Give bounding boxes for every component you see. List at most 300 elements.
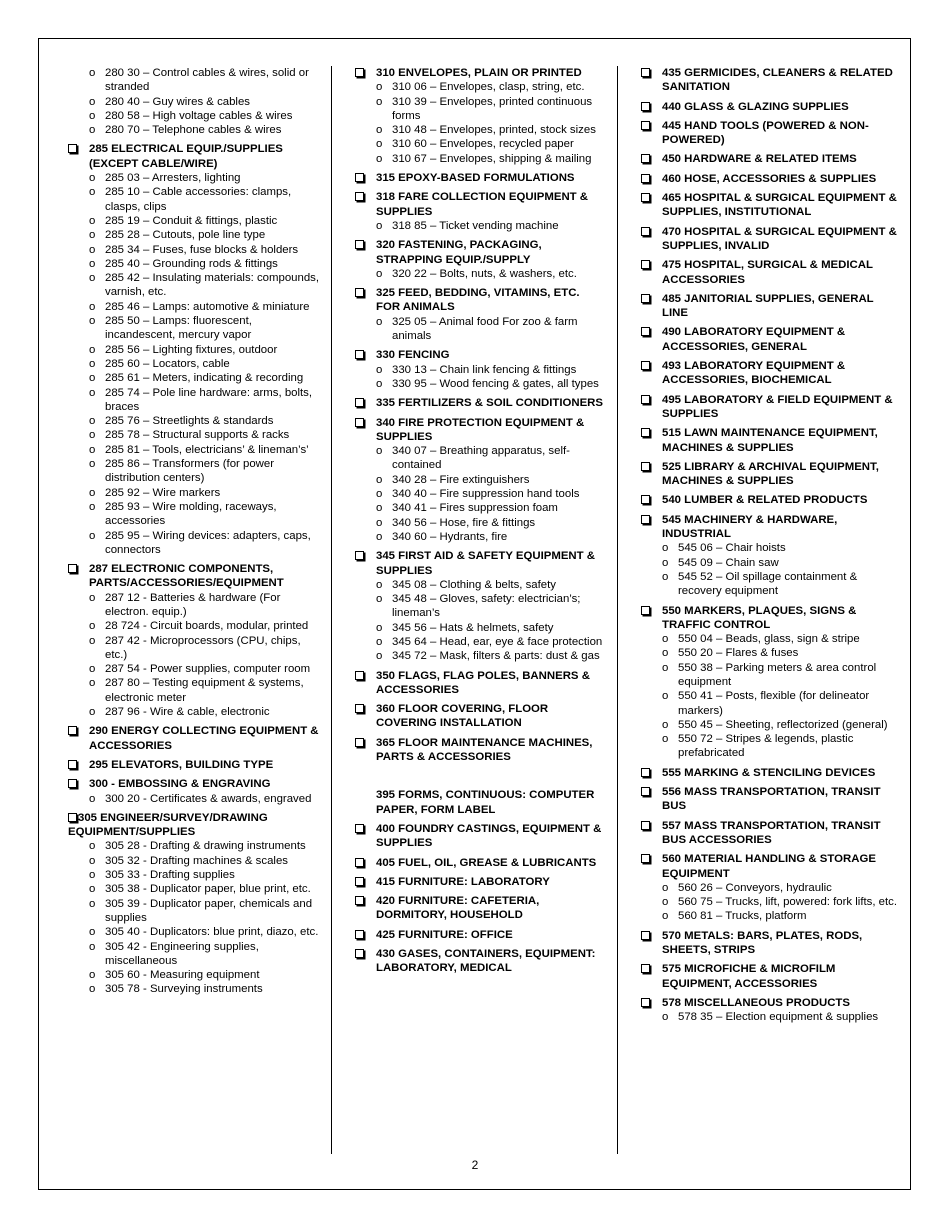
category-heading bbox=[355, 171, 605, 185]
category-title: 335 FERTILIZERS & SOIL CONDITIONERS bbox=[376, 397, 604, 410]
subcategory-label: 305 33 - Drafting supplies bbox=[105, 869, 235, 882]
subcategory-label: 305 78 - Surveying instruments bbox=[105, 983, 263, 996]
checkbox-square-icon bbox=[355, 288, 364, 297]
subcategory-item bbox=[68, 662, 324, 676]
subcategory-label: 305 60 - Measuring equipment bbox=[105, 969, 260, 982]
subcategory-item bbox=[355, 137, 605, 151]
hollow-bullet-icon: o bbox=[376, 635, 383, 648]
category-title: 320 FASTENING, PACKAGING, STRAPPING EQUIP./SUPPLY bbox=[376, 239, 542, 266]
subcategory-list bbox=[641, 541, 899, 598]
subcategory-item bbox=[68, 705, 324, 719]
category-heading bbox=[355, 549, 605, 578]
checkbox-square-icon bbox=[641, 102, 650, 111]
subcategory-label: 310 39 – Envelopes, printed continuous forms bbox=[392, 95, 593, 122]
checkbox-square-icon bbox=[355, 858, 364, 867]
category-title: 285 ELECTRICAL EQUIP./SUPPLIES (EXCEPT CABLE/WIRE) bbox=[89, 143, 283, 170]
category-title: 350 FLAGS, FLAG POLES, BANNERS & ACCESSORIES bbox=[376, 669, 590, 696]
hollow-bullet-icon: o bbox=[376, 124, 383, 137]
subcategory-label: 330 13 – Chain link fencing & fittings bbox=[392, 363, 577, 376]
hollow-bullet-icon: o bbox=[89, 620, 96, 633]
hollow-bullet-icon: o bbox=[89, 95, 96, 108]
subcategory-item bbox=[68, 443, 324, 457]
category-title: 450 HARDWARE & RELATED ITEMS bbox=[662, 153, 857, 166]
hollow-bullet-icon: o bbox=[376, 473, 383, 486]
subcategory-label: 340 41 – Fires suppression foam bbox=[392, 502, 558, 515]
hollow-bullet-icon: o bbox=[89, 500, 96, 513]
hollow-bullet-icon: o bbox=[89, 458, 96, 471]
subcategory-item bbox=[355, 473, 605, 487]
subcategory-label: 285 74 – Pole line hardware: arms, bolts, braces bbox=[105, 386, 313, 413]
category-heading bbox=[641, 325, 899, 354]
category-heading bbox=[355, 822, 605, 851]
hollow-bullet-icon: o bbox=[89, 663, 96, 676]
subcategory-item bbox=[641, 632, 899, 646]
subcategory-item bbox=[355, 578, 605, 592]
hollow-bullet-icon: o bbox=[376, 445, 383, 458]
subcategory-label: 285 60 – Locators, cable bbox=[105, 357, 230, 370]
category-heading bbox=[641, 258, 899, 287]
checkbox-square-icon bbox=[641, 495, 650, 504]
column-2 bbox=[355, 66, 605, 976]
category-title: 440 GLASS & GLAZING SUPPLIES bbox=[662, 100, 849, 113]
category-heading bbox=[641, 852, 899, 881]
subcategory-label: 550 41 – Posts, flexible (for delineator markers) bbox=[678, 690, 870, 717]
subcategory-item bbox=[641, 570, 899, 599]
subcategory-item bbox=[68, 95, 324, 109]
checkbox-square-icon bbox=[355, 418, 364, 427]
subcategory-item bbox=[355, 592, 605, 621]
hollow-bullet-icon: o bbox=[89, 897, 96, 910]
subcategory-item bbox=[641, 881, 899, 895]
hollow-bullet-icon: o bbox=[89, 357, 96, 370]
subcategory-item bbox=[68, 619, 324, 633]
hollow-bullet-icon: o bbox=[376, 530, 383, 543]
category-heading bbox=[68, 777, 324, 791]
subcategory-label: 550 72 – Stripes & legends, plastic prefabricated bbox=[678, 733, 854, 760]
subcategory-item bbox=[68, 634, 324, 663]
checkbox-square-icon bbox=[355, 551, 364, 560]
subcategory-item bbox=[641, 689, 899, 718]
category-title: 295 ELEVATORS, BUILDING TYPE bbox=[89, 758, 274, 771]
checkbox-square-icon bbox=[641, 260, 650, 269]
subcategory-item bbox=[355, 530, 605, 544]
subcategory-item bbox=[68, 185, 324, 214]
category-heading bbox=[641, 191, 899, 220]
category-title: 330 FENCING bbox=[376, 349, 450, 362]
category-title: 318 FARE COLLECTION EQUIPMENT & SUPPLIES bbox=[376, 191, 589, 218]
subcategory-label: 280 70 – Telephone cables & wires bbox=[105, 124, 282, 137]
subcategory-list bbox=[355, 315, 605, 344]
hollow-bullet-icon: o bbox=[89, 243, 96, 256]
subcategory-item bbox=[68, 386, 324, 415]
category-heading bbox=[641, 604, 899, 633]
category-heading bbox=[68, 758, 324, 772]
category-heading bbox=[355, 669, 605, 698]
subcategory-label: 287 54 - Power supplies, computer room bbox=[105, 663, 311, 676]
category-title: 430 GASES, CONTAINERS, EQUIPMENT: LABORATORY, MEDICAL bbox=[376, 948, 596, 975]
subcategory-item bbox=[355, 516, 605, 530]
subcategory-label: 340 56 – Hose, fire & fittings bbox=[392, 516, 536, 529]
subcategory-item bbox=[68, 357, 324, 371]
checkbox-square-icon bbox=[641, 964, 650, 973]
subcategory-item bbox=[641, 1010, 899, 1024]
subcategory-label: 578 35 – Election equipment & supplies bbox=[678, 1011, 879, 1024]
hollow-bullet-icon: o bbox=[89, 124, 96, 137]
category-heading bbox=[355, 348, 605, 362]
hollow-bullet-icon: o bbox=[89, 591, 96, 604]
subcategory-label: 285 03 – Arresters, lighting bbox=[105, 172, 241, 185]
hollow-bullet-icon: o bbox=[89, 869, 96, 882]
checkbox-square-icon bbox=[641, 462, 650, 471]
subcategory-item bbox=[355, 152, 605, 166]
category-title: 325 FEED, BEDDING, VITAMINS, ETC. FOR ANIMALS bbox=[376, 287, 580, 314]
checkbox-square-icon bbox=[641, 154, 650, 163]
hollow-bullet-icon: o bbox=[662, 881, 669, 894]
subcategory-list bbox=[641, 881, 899, 924]
category-heading bbox=[355, 947, 605, 976]
hollow-bullet-icon: o bbox=[376, 377, 383, 390]
checkbox-square-icon bbox=[641, 821, 650, 830]
subcategory-label: 285 56 – Lighting fixtures, outdoor bbox=[105, 343, 278, 356]
category-title: 425 FURNITURE: OFFICE bbox=[376, 928, 513, 941]
hollow-bullet-icon: o bbox=[89, 677, 96, 690]
subcategory-item bbox=[641, 895, 899, 909]
subcategory-label: 285 86 – Transformers (for power distribution centers) bbox=[105, 458, 275, 485]
category-heading bbox=[355, 856, 605, 870]
hollow-bullet-icon: o bbox=[89, 529, 96, 542]
hollow-bullet-icon: o bbox=[662, 633, 669, 646]
subcategory-label: 345 56 – Hats & helmets, safety bbox=[392, 621, 554, 634]
hollow-bullet-icon: o bbox=[662, 910, 669, 923]
checkbox-square-icon bbox=[641, 327, 650, 336]
subcategory-item bbox=[68, 343, 324, 357]
subcategory-item bbox=[68, 228, 324, 242]
checkbox-square-icon bbox=[641, 606, 650, 615]
category-title: 557 MASS TRANSPORTATION, TRANSIT BUS ACCESSORIES bbox=[662, 819, 881, 846]
subcategory-label: 285 19 – Conduit & fittings, plastic bbox=[105, 214, 278, 227]
category-title: 310 ENVELOPES, PLAIN OR PRINTED bbox=[376, 67, 582, 79]
page-number: 2 bbox=[471, 1158, 479, 1172]
subcategory-item bbox=[68, 257, 324, 271]
subcategory-item bbox=[355, 487, 605, 501]
category-heading bbox=[641, 66, 899, 95]
subcategory-label: 340 28 – Fire extinguishers bbox=[392, 473, 530, 486]
subcategory-item bbox=[355, 80, 605, 94]
hollow-bullet-icon: o bbox=[376, 502, 383, 515]
subcategory-label: 550 20 – Flares & fuses bbox=[678, 647, 799, 660]
checkbox-square-icon bbox=[68, 726, 77, 735]
subcategory-label: 318 85 – Ticket vending machine bbox=[392, 219, 559, 232]
subcategory-list bbox=[68, 171, 324, 557]
category-heading bbox=[641, 152, 899, 166]
subcategory-item bbox=[68, 897, 324, 926]
hollow-bullet-icon: o bbox=[662, 690, 669, 703]
hollow-bullet-icon: o bbox=[662, 570, 669, 583]
subcategory-item bbox=[355, 123, 605, 137]
category-heading bbox=[355, 875, 605, 889]
column-1 bbox=[68, 66, 324, 997]
category-heading bbox=[641, 225, 899, 254]
hollow-bullet-icon: o bbox=[376, 650, 383, 663]
subcategory-label: 285 46 – Lamps: automotive & miniature bbox=[105, 300, 310, 313]
hollow-bullet-icon: o bbox=[376, 593, 383, 606]
category-title: 300 - EMBOSSING & ENGRAVING bbox=[89, 778, 271, 791]
category-heading bbox=[641, 426, 899, 455]
checkbox-square-icon bbox=[641, 121, 650, 130]
category-title: 560 MATERIAL HANDLING & STORAGE EQUIPMENT bbox=[662, 853, 876, 880]
checkbox-square-icon bbox=[355, 738, 364, 747]
subcategory-label: 285 34 – Fuses, fuse blocks & holders bbox=[105, 243, 299, 256]
subcategory-item bbox=[68, 371, 324, 385]
checkbox-square-icon bbox=[641, 787, 650, 796]
hollow-bullet-icon: o bbox=[89, 343, 96, 356]
hollow-bullet-icon: o bbox=[376, 363, 383, 376]
checkbox-square-icon bbox=[641, 428, 650, 437]
subcategory-label: 285 78 – Structural supports & racks bbox=[105, 429, 290, 442]
subcategory-label: 280 58 – High voltage cables & wires bbox=[105, 109, 293, 122]
hollow-bullet-icon: o bbox=[662, 896, 669, 909]
category-heading bbox=[355, 286, 605, 315]
hollow-bullet-icon: o bbox=[89, 854, 96, 867]
category-title: 465 HOSPITAL & SURGICAL EQUIPMENT & SUPPLIES, INSTITUTIONAL bbox=[662, 192, 897, 219]
subcategory-item bbox=[641, 541, 899, 555]
hollow-bullet-icon: o bbox=[89, 67, 96, 79]
category-heading bbox=[355, 736, 605, 765]
subcategory-label: 545 09 – Chain saw bbox=[678, 556, 779, 569]
subcategory-label: 325 05 – Animal food For zoo & farm animals bbox=[392, 315, 578, 343]
hollow-bullet-icon: o bbox=[376, 81, 383, 94]
subcategory-item bbox=[355, 267, 605, 281]
subcategory-item bbox=[355, 95, 605, 124]
subcategory-label: 345 72 – Mask, filters & parts: dust & gas bbox=[392, 650, 600, 663]
checkbox-square-icon bbox=[355, 240, 364, 249]
subcategory-label: 305 28 - Drafting & drawing instruments bbox=[105, 840, 306, 853]
category-title: 415 FURNITURE: LABORATORY bbox=[376, 875, 550, 888]
subcategory-label: 340 40 – Fire suppression hand tools bbox=[392, 488, 580, 501]
column-divider bbox=[617, 66, 618, 1154]
column-divider bbox=[331, 66, 332, 1154]
subcategory-list bbox=[68, 792, 324, 806]
subcategory-list bbox=[68, 839, 324, 996]
subcategory-item bbox=[641, 646, 899, 660]
subcategory-list bbox=[355, 219, 605, 233]
checkbox-square-icon bbox=[641, 854, 650, 863]
subcategory-item bbox=[68, 792, 324, 806]
subcategory-item bbox=[68, 839, 324, 853]
hollow-bullet-icon: o bbox=[89, 940, 96, 953]
subcategory-label: 285 92 – Wire markers bbox=[105, 486, 221, 499]
subcategory-item bbox=[68, 940, 324, 969]
subcategory-item bbox=[68, 271, 324, 300]
subcategory-item bbox=[641, 556, 899, 570]
checkbox-square-icon bbox=[355, 949, 364, 958]
checkbox-square-icon bbox=[68, 564, 77, 573]
subcategory-item bbox=[355, 621, 605, 635]
hollow-bullet-icon: o bbox=[376, 488, 383, 501]
hollow-bullet-icon: o bbox=[376, 219, 383, 232]
checkbox-square-icon bbox=[641, 294, 650, 303]
subcategory-item bbox=[68, 171, 324, 185]
hollow-bullet-icon: o bbox=[662, 661, 669, 674]
category-heading bbox=[641, 513, 899, 542]
subcategory-label: 285 81 – Tools, electricians’ & lineman’s’ bbox=[105, 443, 309, 456]
subcategory-list bbox=[355, 578, 605, 664]
subcategory-label: 287 12 - Batteries & hardware (For electron. equip.) bbox=[105, 591, 281, 618]
hollow-bullet-icon: o bbox=[376, 138, 383, 151]
column-3 bbox=[641, 66, 899, 1025]
checkbox-square-icon bbox=[68, 144, 77, 153]
subcategory-item bbox=[641, 909, 899, 923]
subcategory-label: 320 22 – Bolts, nuts, & washers, etc. bbox=[392, 267, 577, 280]
checkbox-square-icon bbox=[355, 824, 364, 833]
subcategory-label: 285 61 – Meters, indicating & recording bbox=[105, 372, 304, 385]
subcategory-label: 305 38 - Duplicator paper, blue print, etc. bbox=[105, 883, 311, 896]
subcategory-item bbox=[68, 243, 324, 257]
category-heading bbox=[355, 894, 605, 923]
subcategory-list bbox=[68, 591, 324, 720]
hollow-bullet-icon: o bbox=[89, 840, 96, 853]
subcategory-label: 345 08 – Clothing & belts, safety bbox=[392, 578, 557, 591]
hollow-bullet-icon: o bbox=[89, 969, 96, 982]
subcategory-label: 285 76 – Streetlights & standards bbox=[105, 415, 274, 428]
category-heading bbox=[355, 702, 605, 731]
hollow-bullet-icon: o bbox=[376, 578, 383, 591]
subcategory-label: 305 32 - Drafting machines & scales bbox=[105, 854, 288, 867]
subcategory-label: 560 75 – Trucks, lift, powered: fork lifts, etc. bbox=[678, 896, 898, 909]
hollow-bullet-icon: o bbox=[89, 109, 96, 122]
category-title: 493 LABORATORY EQUIPMENT & ACCESSORIES, BIOCHEMICAL bbox=[662, 360, 846, 387]
category-heading bbox=[68, 724, 324, 753]
subcategory-list bbox=[68, 66, 324, 137]
checkbox-square-icon bbox=[641, 174, 650, 183]
category-heading bbox=[641, 119, 899, 148]
subcategory-list bbox=[355, 363, 605, 392]
subcategory-list bbox=[355, 267, 605, 281]
checkbox-square-icon bbox=[68, 760, 77, 769]
subcategory-list bbox=[355, 80, 605, 166]
category-heading bbox=[641, 785, 899, 814]
category-title: 445 HAND TOOLS (POWERED & NON-POWERED) bbox=[662, 119, 869, 147]
subcategory-label: 560 81 – Trucks, platform bbox=[678, 910, 807, 923]
category-title: 460 HOSE, ACCESSORIES & SUPPLIES bbox=[662, 172, 877, 185]
subcategory-label: 340 60 – Hydrants, fire bbox=[392, 530, 508, 543]
category-heading bbox=[641, 962, 899, 991]
category-title: 485 JANITORIAL SUPPLIES, GENERAL LINE bbox=[662, 292, 874, 320]
subcategory-label: 285 95 – Wiring devices: adapters, caps, connectors bbox=[105, 529, 311, 556]
category-title: 575 MICROFICHE & MICROFILM EQUIPMENT, ACCESSORIES bbox=[662, 963, 836, 990]
hollow-bullet-icon: o bbox=[89, 883, 96, 896]
checkbox-square-icon bbox=[641, 193, 650, 202]
subcategory-item bbox=[355, 444, 605, 473]
subcategory-item bbox=[68, 300, 324, 314]
subcategory-item bbox=[68, 925, 324, 939]
hollow-bullet-icon: o bbox=[89, 706, 96, 719]
subcategory-item bbox=[68, 591, 324, 620]
category-title: 578 MISCELLANEOUS PRODUCTS bbox=[662, 996, 850, 1009]
checkbox-square-icon bbox=[355, 173, 364, 182]
subcategory-label: 28 724 - Circuit boards, modular, printed bbox=[105, 620, 309, 633]
category-title: 550 MARKERS, PLAQUES, SIGNS & TRAFFIC CONTROL bbox=[662, 604, 857, 631]
subcategory-label: 300 20 - Certificates & awards, engraved bbox=[105, 792, 312, 805]
hollow-bullet-icon: o bbox=[662, 647, 669, 660]
subcategory-list bbox=[355, 444, 605, 544]
hollow-bullet-icon: o bbox=[89, 372, 96, 385]
subcategory-label: 545 06 – Chair hoists bbox=[678, 542, 786, 555]
hollow-bullet-icon: o bbox=[376, 267, 383, 280]
category-heading bbox=[641, 393, 899, 422]
subcategory-label: 280 30 – Control cables & wires, solid or stranded bbox=[105, 67, 309, 94]
subcategory-item bbox=[68, 109, 324, 123]
category-heading bbox=[68, 562, 324, 591]
subcategory-label: 305 42 - Engineering supplies, miscellaneous bbox=[105, 940, 259, 967]
hollow-bullet-icon: o bbox=[662, 718, 669, 731]
subcategory-item bbox=[355, 377, 605, 391]
category-title: 365 FLOOR MAINTENANCE MACHINES, PARTS & ACCESSORIES bbox=[376, 736, 593, 764]
checkbox-square-icon bbox=[641, 227, 650, 236]
category-heading bbox=[641, 359, 899, 388]
checkbox-square-icon bbox=[355, 877, 364, 886]
category-heading bbox=[355, 190, 605, 219]
hollow-bullet-icon: o bbox=[662, 1011, 669, 1024]
subcategory-item bbox=[68, 968, 324, 982]
checkbox-square-icon bbox=[355, 398, 364, 407]
subcategory-label: 550 38 – Parking meters & area control equipment bbox=[678, 661, 877, 688]
subcategory-label: 330 95 – Wood fencing & gates, all types bbox=[392, 377, 599, 390]
subcategory-label: 310 60 – Envelopes, recycled paper bbox=[392, 138, 574, 151]
category-title: 405 FUEL, OIL, GREASE & LUBRICANTS bbox=[376, 856, 597, 869]
hollow-bullet-icon: o bbox=[662, 542, 669, 555]
subcategory-label: 285 40 – Grounding rods & fittings bbox=[105, 257, 278, 270]
category-heading bbox=[641, 460, 899, 489]
category-heading bbox=[641, 493, 899, 507]
subcategory-item bbox=[68, 529, 324, 558]
category-heading bbox=[641, 292, 899, 321]
category-title: 540 LUMBER & RELATED PRODUCTS bbox=[662, 494, 868, 507]
category-title: 570 METALS: BARS, PLATES, RODS, SHEETS, STRIPS bbox=[662, 929, 863, 957]
subcategory-label: 305 40 - Duplicators: blue print, diazo, etc. bbox=[105, 926, 319, 939]
category-heading bbox=[355, 238, 605, 267]
subcategory-item bbox=[68, 486, 324, 500]
subcategory-item bbox=[68, 868, 324, 882]
subcategory-item bbox=[355, 649, 605, 663]
subcategory-item bbox=[641, 732, 899, 761]
hollow-bullet-icon: o bbox=[376, 621, 383, 634]
subcategory-list bbox=[641, 1010, 899, 1024]
category-title: 290 ENERGY COLLECTING EQUIPMENT & ACCESSORIES bbox=[89, 725, 319, 752]
category-heading bbox=[641, 100, 899, 114]
checkbox-square-icon bbox=[355, 930, 364, 939]
category-title: 525 LIBRARY & ARCHIVAL EQUIPMENT, MACHINES & SUPPLIES bbox=[662, 460, 879, 488]
hollow-bullet-icon: o bbox=[89, 386, 96, 399]
category-title: 420 FURNITURE: CAFETERIA, DORMITORY, HOUSEHOLD bbox=[376, 895, 540, 922]
category-title: 435 GERMICIDES, CLEANERS & RELATED SANITATION bbox=[662, 67, 893, 94]
hollow-bullet-icon: o bbox=[662, 556, 669, 569]
checkbox-square-icon bbox=[641, 768, 650, 777]
hollow-bullet-icon: o bbox=[89, 634, 96, 647]
hollow-bullet-icon: o bbox=[89, 257, 96, 270]
hollow-bullet-icon: o bbox=[376, 152, 383, 165]
subcategory-label: 545 52 – Oil spillage containment & recovery equipment bbox=[678, 570, 858, 598]
subcategory-item bbox=[68, 123, 324, 137]
category-title: 515 LAWN MAINTENANCE EQUIPMENT, MACHINES & SUPPLIES bbox=[662, 427, 878, 454]
subcategory-item bbox=[355, 219, 605, 233]
subcategory-item bbox=[641, 661, 899, 690]
category-title: 345 FIRST AID & SAFETY EQUIPMENT & SUPPLIES bbox=[376, 550, 595, 577]
checkbox-square-icon bbox=[355, 350, 364, 359]
checkbox-square-icon bbox=[68, 813, 77, 822]
hollow-bullet-icon: o bbox=[376, 516, 383, 529]
category-heading bbox=[641, 172, 899, 186]
